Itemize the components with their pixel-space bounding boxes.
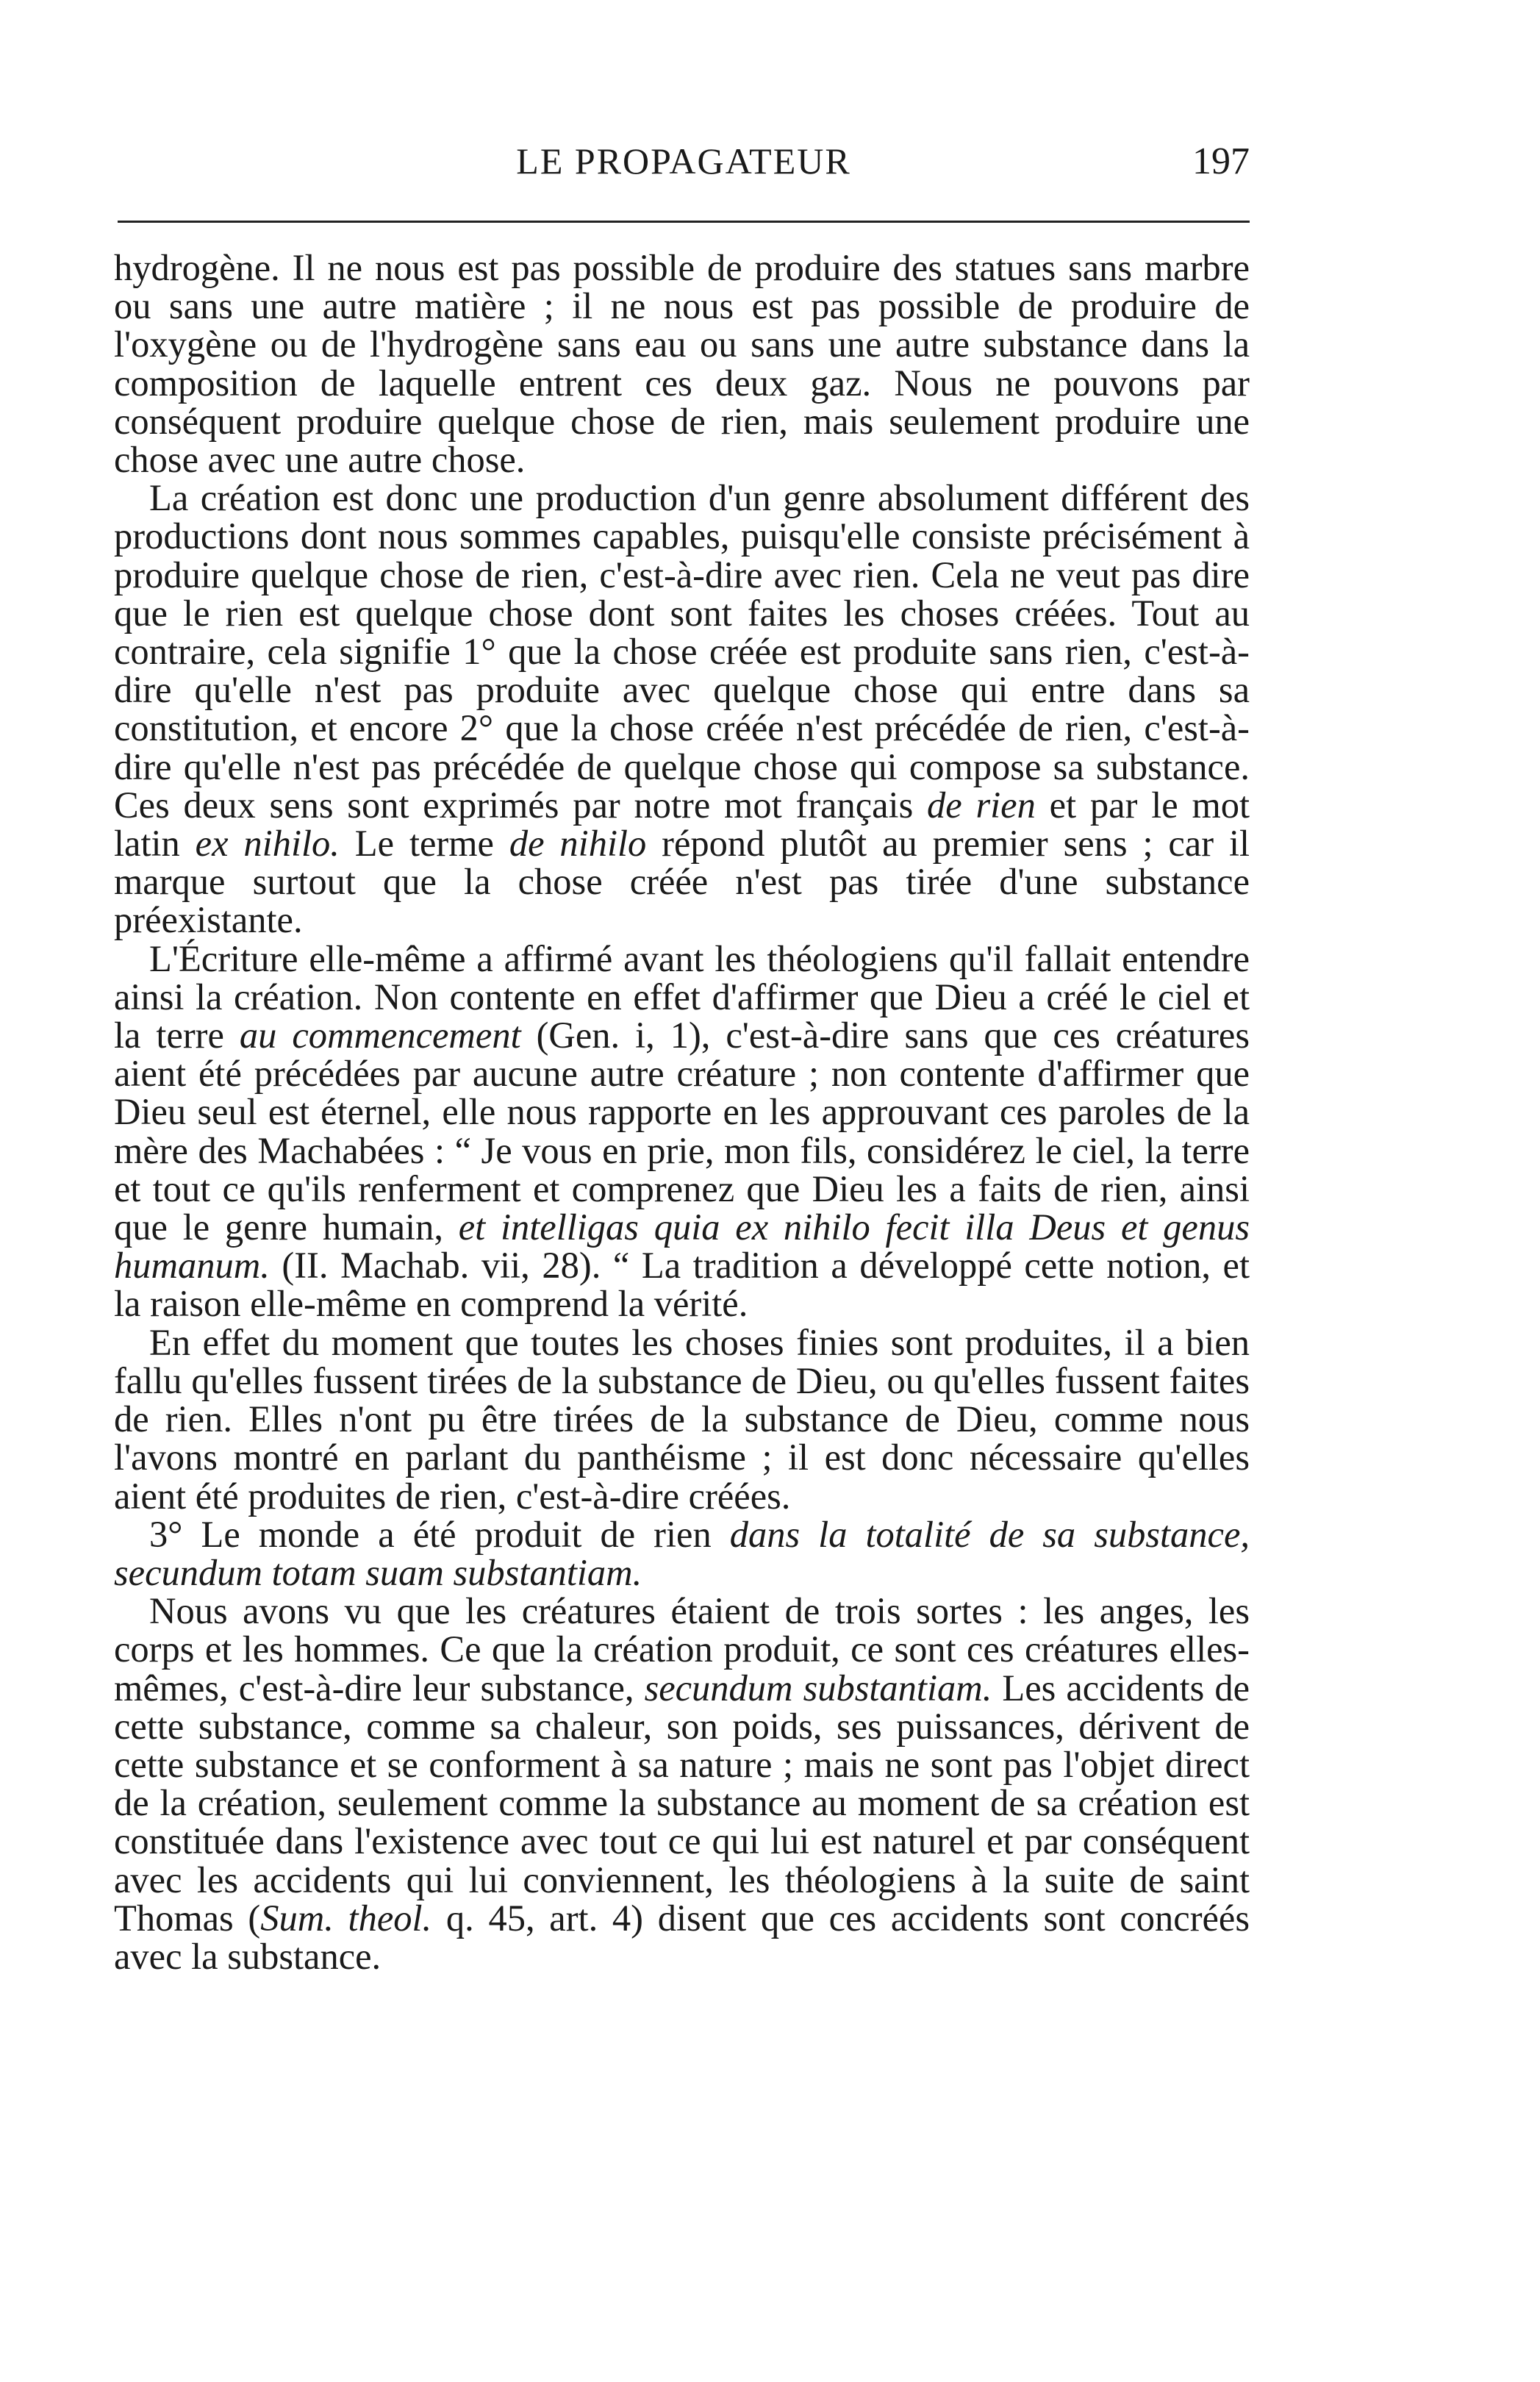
paragraph xyxy=(114,937,1250,1325)
italic-text: Sum. theol. xyxy=(260,1897,432,1939)
paragraph xyxy=(114,1592,1250,1975)
text-run: Nous avons vu que les créatures étaient de trois sortes : les anges, les corps et les hommes. Ce que la création produit, ce sont ces créatures elles-mêmes, c'est-à-dire leur substance, xyxy=(114,1590,1250,1709)
text-run: (Gen. i, 1), c'est-à-dire sans que ces créatures aient été précédées par aucune autre créature ; non contente d'affirmer que Dieu seul est éternel, elle nous rapporte en les approuvant ces paroles de la mère des Machabées : “ Je vous en prie, mon fils, considérez le ciel, la terre et tout ce qu'ils renferment et comprenez que Dieu les a faits de rien, ainsi que le genre humain, xyxy=(114,1015,1250,1248)
paragraph xyxy=(114,1515,1250,1592)
text-run: 3° Le monde a été produit de rien xyxy=(149,1513,730,1555)
header-rule xyxy=(118,221,1250,223)
text-run: L'Écriture elle-même a affirmé avant les théologiens qu'il fallait entendre ainsi la création. Non contente en effet d'affirmer que Dieu a créé le ciel et la terre xyxy=(114,937,1250,1056)
paragraph xyxy=(114,248,1250,479)
text-run: (II. Machab. vii, 28). “ La tradition a développé cette notion, et la raison elle-même en comprend la vérité. xyxy=(114,1245,1250,1325)
italic-text: dans la totalité de sa substance, secundum totam suam substantiam. xyxy=(114,1513,1250,1593)
italic-text: ex nihilo. xyxy=(195,823,340,865)
text-run: hydrogène. Il ne nous est pas possible de produire des statues sans marbre ou sans une autre matière ; il ne nous est pas possible de produire de l'oxygène ou de l'hydrogène sans eau ou sans une autre substance dans la composition de laquelle entrent ces deux gaz. Nous ne pouvons par conséquent produire quelque chose de rien, mais seulement produire une chose avec une autre chose. xyxy=(114,247,1250,481)
text-run: Le terme xyxy=(339,823,509,865)
text-run: répond plutôt au premier sens ; car il marque surtout que la chose créée n'est pas tirée d'une substance préexistante. xyxy=(114,823,1250,941)
text-run: En effet du moment que toutes les choses finies sont produites, il a bien fallu qu'elles fussent tirées de la substance de Dieu, ou qu'elles fussent faites de rien. Elles n'ont pu être tirées de la substance de Dieu, comme nous l'avons montré en parlant du panthéisme ; il est donc nécessaire qu'elles aient été produites de rien, c'est-à-dire créées. xyxy=(114,1321,1250,1517)
page-header xyxy=(118,140,1250,191)
text-run: Les accidents de cette substance, comme sa chaleur, son poids, ses puissances, dérivent de cette substance et se conforment à sa nature ; mais ne sont pas l'objet direct de la création, seulement comme la substance au moment de sa création est constituée dans l'existence avec tout ce qui lui est naturel et par conséquent avec les accidents qui lui conviennent, les théologiens à la suite de saint Thomas ( xyxy=(114,1667,1250,1939)
italic-text: secundum substantiam. xyxy=(644,1667,992,1709)
body-text xyxy=(114,248,1250,1975)
paragraph xyxy=(114,479,1250,939)
paragraph xyxy=(114,1323,1250,1515)
text-run: et par le mot latin xyxy=(114,784,1250,865)
italic-text: au commencement xyxy=(239,1015,521,1056)
italic-text: et intelligas quia ex nihilo fecit illa Deus et genus humanum. xyxy=(114,1206,1250,1287)
text-run: q. 45, art. 4) disent que ces accidents sont concréés avec la substance. xyxy=(114,1897,1250,1977)
italic-text: de rien xyxy=(927,784,1036,826)
running-title: LE PROPAGATEUR xyxy=(516,140,851,182)
page-number: 197 xyxy=(1192,140,1250,182)
italic-text: de nihilo xyxy=(509,823,647,865)
text-run: La création est donc une production d'un genre absolument différent des productions dont nous sommes capables, puisqu'elle consiste précisément à produire quelque chose de rien, c'est-à-dire avec rien. Cela ne veut pas dire que le rien est quelque chose dont sont faites les choses créées. Tout au contraire, cela signifie 1° que la chose créée est produite sans rien, c'est-à-dire qu'elle n'est pas produite avec quelque chose qui entre dans sa constitution, et encore 2° que la chose créée n'est précédée de rien, c'est-à-dire qu'elle n'est pas précédée de quelque chose qui compose sa substance. Ces deux sens sont exprimés par notre mot français xyxy=(114,477,1250,826)
